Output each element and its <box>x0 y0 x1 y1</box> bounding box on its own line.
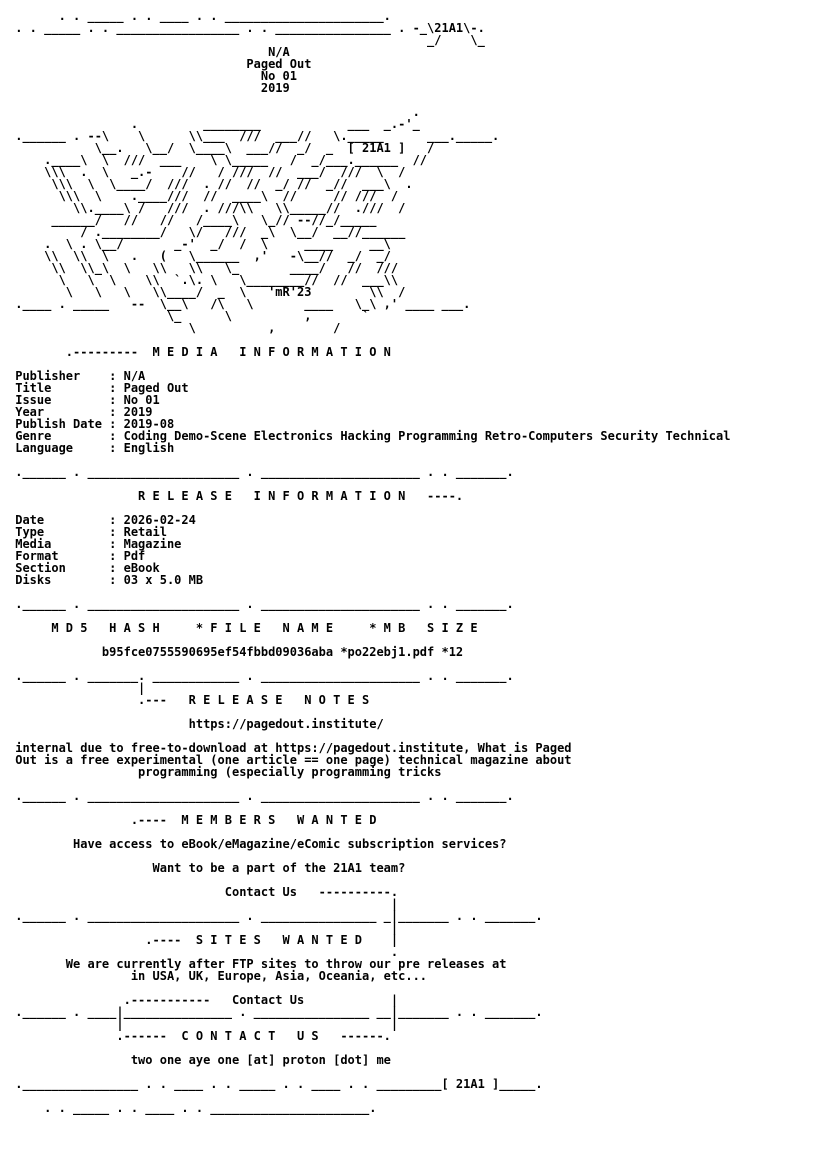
nfo-line: Type : Retail <box>8 525 167 539</box>
nfo-line: Title : Paged Out <box>8 381 189 395</box>
nfo-line: .----------- Contact Us | <box>8 993 399 1007</box>
nfo-line: Paged Out <box>8 57 312 71</box>
nfo-line: | <box>8 897 399 911</box>
nfo-line: Issue : No 01 <box>8 393 160 407</box>
nfo-line: Have access to eBook/eMagazine/eComic subscription services? <box>8 837 507 851</box>
nfo-line: . . _____ . . ____ . . ______________________. <box>8 9 391 23</box>
nfo-line: . . _____ . . _________________ . . ________________ . -_\21A1\-. <box>8 21 485 35</box>
nfo-line: . <box>8 105 420 119</box>
nfo-line: \\.____\ / /// . ///\\ \\_____// ./// / <box>8 201 406 215</box>
nfo-line: . \ . \__/ _-' _/ / \ ____ __\ <box>8 237 391 251</box>
nfo-line: https://pagedout.institute/ <box>8 717 384 731</box>
nfo-line: Section : eBook <box>8 561 160 575</box>
nfo-line: Media : Magazine <box>8 537 182 551</box>
nfo-line: ______/ // // /____\ \_// --//_/_____ <box>8 213 377 227</box>
nfo-line: \\ \\_\ \ \\ \\ \_ ____/ // /// <box>8 261 399 275</box>
nfo-line: in USA, UK, Europe, Asia, Oceania, etc... <box>8 969 428 983</box>
nfo-line: two one aye one [at] proton [dot] me <box>8 1053 391 1067</box>
nfo-line: Publish Date : 2019-08 <box>8 417 175 431</box>
nfo-line: \_ \ , ` <box>8 309 370 323</box>
nfo-line: . . _____ . . ____ . . ______________________. <box>8 1101 377 1115</box>
nfo-line: Genre : Coding Demo-Scene Electronics Hacking Programming Retro-Computers Security Technical <box>8 429 731 443</box>
nfo-line: \\\ \ .____/// // ____\ // // /// / <box>8 189 399 203</box>
nfo-line: .--- R E L E A S E N O T E S <box>8 693 370 707</box>
nfo-line: Publisher : N/A <box>8 369 146 383</box>
nfo-line: .____ . _____ -- \__\ /\ \ ____ \_\ ,' ____ ___. <box>8 297 471 311</box>
nfo-line: .______ . _____________________ . ______________________ . . _______. <box>8 465 514 479</box>
nfo-line: .______ . _____________________ . ______________________ . . _______. <box>8 597 514 611</box>
nfo-line: internal due to free-to-download at https://pagedout.institute, What is Paged <box>8 741 572 755</box>
nfo-line: Want to be a part of the 21A1 team? <box>8 861 406 875</box>
nfo-line: We are currently after FTP sites to throw our pre releases at <box>8 957 507 971</box>
nfo-line: Year : 2019 <box>8 405 153 419</box>
nfo-line: Out is a free experimental (one article == one page) technical magazine about <box>8 753 572 767</box>
nfo-line: 2019 <box>8 81 290 95</box>
nfo-line: .---- S I T E S W A N T E D | <box>8 933 399 947</box>
nfo-line: Date : 2026-02-24 <box>8 513 196 527</box>
nfo-line: .____\ \ /// ___ \ \_____ / _/___.______ // <box>8 153 428 167</box>
nfo-line: . <box>8 945 399 959</box>
nfo-line: R E L E A S E I N F O R M A T I O N ----. <box>8 489 464 503</box>
nfo-line: .______ . _____________________ . ________________ _|_______ . . _______. <box>8 909 543 923</box>
nfo-line: Format : Pdf <box>8 549 146 563</box>
nfo-document <box>8 10 730 1114</box>
nfo-line: b95fce0755590695ef54fbbd09036aba *po22ebj1.pdf *12 <box>8 645 464 659</box>
nfo-line: .________________ . . ____ . . _____ . . ____ . . _________[ 21A1 ]_____. <box>8 1077 543 1091</box>
nfo-line: .---- M E M B E R S W A N T E D <box>8 813 377 827</box>
nfo-line: | <box>8 921 399 935</box>
nfo-line: \\ \\ \ . ( \______ ,' -\__// _/ _/ <box>8 249 391 263</box>
nfo-line: .______ . --\ \ \\___ /// ___// \._____ ___._____. <box>8 129 500 143</box>
nfo-line: N/A <box>8 45 290 59</box>
nfo-line: Contact Us ----------. <box>8 885 399 899</box>
nfo-line: _/ \_ <box>8 33 485 47</box>
nfo-line: \\\ . \ _.- // / /// // ___/ /// \ / <box>8 165 406 179</box>
nfo-line: .--------- M E D I A I N F O R M A T I O N <box>8 345 391 359</box>
nfo-line: .------ C O N T A C T U S ------. <box>8 1029 391 1043</box>
nfo-line: \ \ \ \\____/ _ \ 'mR'23 \\ / <box>8 285 406 299</box>
nfo-line: \ \ \ \\ `.\. \ \________// // ___\\ <box>8 273 399 287</box>
nfo-line: Disks : 03 x 5.0 MB <box>8 573 204 587</box>
nfo-line: Language : English <box>8 441 175 455</box>
nfo-line: \ , / <box>8 321 341 335</box>
nfo-line: .______ . _______. ____________ . ______________________ . . _______. <box>8 669 514 683</box>
nfo-line: \__. \__/ \____\ ___// _/ _ [ 21A1 ] / <box>8 141 435 155</box>
nfo-line: programming (especially programming tricks <box>8 765 442 779</box>
nfo-line: M D 5 H A S H * F I L E N A M E * M B S I Z E <box>8 621 478 635</box>
nfo-line: | <box>8 681 146 695</box>
nfo-line: \\\ \ \____/ /// . // // _/ // _// ___\ . <box>8 177 413 191</box>
nfo-line: .______ . _____________________ . ______________________ . . _______. <box>8 789 514 803</box>
nfo-line: | | <box>8 1017 399 1031</box>
nfo-line: . ________ ___ _.-'_ <box>8 117 420 131</box>
nfo-line: / .________/ \/ /// _\ \__/ __//______ <box>8 225 406 239</box>
nfo-line: No 01 <box>8 69 297 83</box>
nfo-line: .______ . ____|_______________ . ________________ __|_______ . . _______. <box>8 1005 543 1019</box>
